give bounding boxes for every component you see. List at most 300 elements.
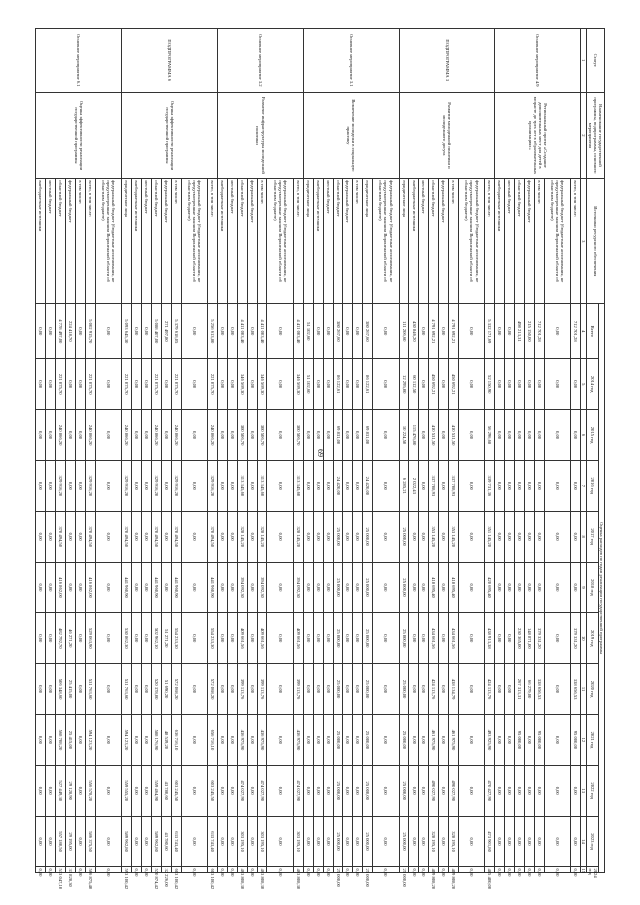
row-value: 0,00 [142, 613, 152, 664]
row-value: 0,00 [46, 410, 56, 461]
column-number-row [581, 29, 587, 873]
row-value: 0,00 [247, 613, 257, 664]
row-value: 0,00 [36, 613, 46, 664]
row-value: 0,00 [409, 765, 419, 816]
row-value: 593 100,42 [122, 867, 132, 873]
row-value: 0,00 [525, 765, 535, 816]
row-value: 0,00 [46, 613, 56, 664]
row-value: 0,00 [142, 765, 152, 816]
row-value: 303 195,10 [237, 816, 247, 867]
row-value: 0,00 [227, 765, 237, 816]
row-value: 221 075,70 [171, 359, 181, 410]
row-value: 25 000,00 [399, 816, 409, 867]
row-value: 69 831,00 [363, 410, 373, 461]
row-value: 603 245,50 [171, 765, 181, 816]
row-source: федеральный бюджет [439, 179, 449, 304]
row-value: 441 960,90 [122, 562, 132, 613]
row-value: 0,00 [46, 511, 56, 562]
row-value: 0,00 [439, 304, 449, 359]
row-value: 0,00 [353, 511, 363, 562]
row-value: 0,00 [439, 511, 449, 562]
row-value: 463 808,30 [293, 867, 303, 873]
row-value: 328 195,10 [429, 816, 439, 867]
row-value: 0,00 [353, 613, 363, 664]
row-value: 0,00 [343, 664, 353, 715]
row-value: 0,00 [505, 304, 515, 359]
row-value: 0,00 [323, 562, 333, 613]
row-value: 533 047,10 [56, 867, 66, 873]
row-value: 25 000,00 [333, 664, 343, 715]
row-value: 0,00 [46, 715, 56, 766]
row-value: 0,00 [247, 715, 257, 766]
row-value: 221 075,70 [122, 359, 132, 410]
row-value: 0,00 [142, 511, 152, 562]
row-value: 0,00 [132, 304, 142, 359]
row-value: 0,00 [95, 816, 122, 867]
row-value: 0,00 [267, 816, 294, 867]
row-value: 380 267,60 [363, 304, 373, 359]
row-value: 0,00 [419, 359, 429, 410]
row-value: 0,00 [343, 816, 353, 867]
row-value: 0,00 [419, 304, 429, 359]
row-value: 418 695,40 [449, 562, 459, 613]
row-value: 0,00 [439, 460, 449, 511]
row-value: 0,00 [409, 715, 419, 766]
row-value: 0,00 [36, 715, 46, 766]
row-value: 0,00 [505, 715, 515, 766]
row-value: 0,00 [181, 304, 208, 359]
row-value: 0,00 [66, 562, 76, 613]
row-value: 0,00 [571, 460, 581, 511]
row-value: 0,00 [525, 410, 535, 461]
row-value: 498 213,31 [515, 304, 525, 359]
row-value: 0,00 [458, 715, 485, 766]
row-value: 0,00 [181, 410, 208, 461]
row-value: 0,00 [544, 460, 571, 511]
row-value: 0,00 [161, 562, 171, 613]
row-value: 0,00 [218, 511, 228, 562]
row-value: 339 731,36 [485, 460, 495, 511]
row-source: местный бюджет [142, 179, 152, 304]
row-value: 4 778 497,00 [56, 304, 66, 359]
row-value: 0,00 [343, 715, 353, 766]
header-year: 2019 год [587, 613, 598, 664]
row-value: 0,00 [458, 304, 485, 359]
row-value: 95 000,00 [515, 715, 525, 766]
row-value: 0,00 [343, 304, 353, 359]
row-value: 0,00 [227, 664, 237, 715]
row-value: 25 000,00 [333, 715, 343, 766]
row-value: 0,00 [571, 410, 581, 461]
row-value: 52 150,90 [485, 359, 495, 410]
row-value: 0,00 [515, 511, 525, 562]
row-source: юридические лица [399, 179, 409, 304]
row-value: 556 578,20 [85, 765, 95, 816]
row-value: 370 494,50 [56, 511, 66, 562]
row-value: 329 916,20 [85, 460, 95, 511]
table-row [571, 29, 581, 873]
row-value: 0,00 [303, 562, 313, 613]
row-value: 712 701,28 [534, 304, 544, 359]
row-value: 0,00 [303, 410, 313, 461]
row-program-name: Вовлечение молодежи в социальную практику [303, 92, 399, 179]
row-value: 313 345,60 [237, 460, 247, 511]
row-value: 5 256 613,80 [208, 304, 218, 359]
row-value: 0,00 [373, 816, 400, 867]
row-value: 0,00 [505, 460, 515, 511]
row-value: 370 494,50 [171, 511, 181, 562]
row-value: 0,00 [495, 867, 505, 873]
row-value: 0,00 [95, 511, 122, 562]
row-value: 25 415,00 [66, 664, 76, 715]
row-value: 0,00 [66, 410, 76, 461]
row-value: 0,00 [534, 765, 544, 816]
row-value: 25 000,00 [333, 867, 343, 873]
row-value: 0,00 [313, 765, 323, 816]
row-value: 0,00 [495, 410, 505, 461]
row-value: 0,00 [161, 359, 171, 410]
row-value: 416 862,00 [56, 562, 66, 613]
row-value: 25 415,00 [66, 715, 76, 766]
funding-table [35, 28, 605, 890]
row-value: 0,00 [544, 562, 571, 613]
row-value: 0,00 [76, 304, 86, 359]
row-value: 461 975,90 [429, 715, 439, 766]
row-value: 0,00 [439, 613, 449, 664]
row-value: 0,00 [458, 359, 485, 410]
row-value: 0,00 [303, 816, 313, 867]
row-value: 554 233,30 [208, 613, 218, 664]
row-value: 473 901,80 [485, 816, 495, 867]
row-value: 633 743,40 [171, 816, 181, 867]
row-source: федеральный бюджет [247, 179, 257, 304]
row-value: 0,00 [76, 359, 86, 410]
row-value: 370 494,50 [85, 511, 95, 562]
header-year: 2023 год [587, 816, 598, 867]
row-value: 0,00 [46, 664, 56, 715]
row-source: федеральный бюджет (бюджетные ассигнования, не предусмотренные законом Воронежской области об областном бюджете) [267, 179, 294, 304]
row-source: внебюджетные источники [36, 179, 46, 304]
row-source: областной бюджет [56, 179, 66, 304]
row-value: 0,00 [36, 410, 46, 461]
header-year: 2020 год [587, 664, 598, 715]
row-value: 0,00 [161, 511, 171, 562]
row-value: 0,00 [534, 410, 544, 461]
row-value: 474 027,90 [293, 765, 303, 816]
row-value: 0,00 [571, 816, 581, 867]
row-value: 0,00 [313, 511, 323, 562]
row-value: 0,00 [458, 511, 485, 562]
row-value: 0,00 [36, 511, 46, 562]
row-value: 0,00 [373, 562, 400, 613]
row-value: 409 661,56 [237, 613, 247, 664]
column-number: 15 [581, 868, 587, 874]
row-value: 0,00 [373, 715, 400, 766]
row-value: 0,00 [267, 304, 294, 359]
row-value: 4 411 003,40 [237, 304, 247, 359]
row-value: 0,00 [525, 816, 535, 867]
row-value: 25 000,00 [363, 562, 373, 613]
row-value: 0,00 [458, 410, 485, 461]
row-value: 0,00 [439, 867, 449, 873]
row-value: 0,00 [66, 511, 76, 562]
row-value: 0,00 [95, 613, 122, 664]
row-value: 0,00 [373, 511, 400, 562]
row-value: 51 102,60 [303, 359, 313, 410]
row-value: 0,00 [495, 816, 505, 867]
row-value: 56 296,68 [485, 410, 495, 461]
row-value: 221 075,70 [151, 359, 161, 410]
row-value: 328 145,20 [237, 511, 247, 562]
row-source: всего, в том числе: [485, 179, 495, 304]
row-value: 0,00 [142, 664, 152, 715]
row-value: 51 271,20 [161, 613, 171, 664]
row-value: 6 285,21 [399, 460, 409, 511]
row-value: 559 555,20 [122, 765, 132, 816]
row-value: 4 411 003,40 [293, 304, 303, 359]
row-status: ПОДПРОГРАММА 3 [399, 29, 495, 93]
row-source: федеральный бюджет [66, 179, 76, 304]
row-value: 0,00 [247, 664, 257, 715]
row-value: 25 000,00 [363, 867, 373, 873]
row-value: 0,00 [353, 816, 363, 867]
row-value: 0,00 [181, 359, 208, 410]
row-value: 25 000,00 [399, 664, 409, 715]
row-value: 656 716,10 [208, 715, 218, 766]
row-value: 25 000,00 [363, 816, 373, 867]
row-value: 24 420,00 [333, 460, 343, 511]
row-source: местный бюджет [419, 179, 429, 304]
row-value: 0,00 [419, 562, 429, 613]
row-value: 0,00 [95, 359, 122, 410]
row-value: 0,00 [181, 511, 208, 562]
row-value: 0,00 [373, 359, 400, 410]
row-value: 0,00 [373, 460, 400, 511]
row-value: 0,00 [534, 511, 544, 562]
row-value: 0,00 [132, 867, 142, 873]
row-value: 0,00 [525, 359, 535, 410]
row-value: 4 791 692,21 [429, 304, 439, 359]
row-value: 0,00 [353, 664, 363, 715]
row-value: 95 000,00 [534, 715, 544, 766]
row-value: 69 831,00 [333, 410, 343, 461]
row-value: 5 093 645,30 [122, 304, 132, 359]
row-value: 636 716,10 [171, 715, 181, 766]
row-value: 329 916,20 [56, 460, 66, 511]
row-value: 338 656,53 [534, 664, 544, 715]
row-source: внебюджетные источники [409, 179, 419, 304]
row-value: 0,00 [458, 765, 485, 816]
row-value: 0,00 [571, 765, 581, 816]
row-value: 328 145,20 [257, 511, 267, 562]
column-number: 4 [581, 304, 587, 359]
row-value: 0,00 [439, 359, 449, 410]
row-value: 0,00 [458, 460, 485, 511]
row-value: 0,00 [353, 410, 363, 461]
row-value: 0,00 [227, 562, 237, 613]
row-value: 530 862,30 [122, 613, 132, 664]
row-value: 0,00 [323, 460, 333, 511]
row-value: 434 661,56 [449, 613, 459, 664]
row-value: 48 539,20 [161, 715, 171, 766]
row-value: 0,00 [458, 613, 485, 664]
row-value: 0,00 [303, 765, 313, 816]
row-value: 0,00 [373, 765, 400, 816]
row-value: 0,00 [313, 410, 323, 461]
row-value: 25 000,00 [363, 765, 373, 816]
row-value: 0,00 [343, 410, 353, 461]
header-year: 2017 год [587, 511, 598, 562]
row-value: 0,00 [515, 765, 525, 816]
row-value: 0,00 [142, 715, 152, 766]
row-value: 0,00 [142, 867, 152, 873]
row-value: 0,00 [515, 562, 525, 613]
row-value: 329 916,20 [208, 460, 218, 511]
row-value: 603 100,42 [171, 867, 181, 873]
row-value: 0,00 [267, 715, 294, 766]
column-number: 12 [581, 715, 587, 766]
row-value: 0,00 [313, 816, 323, 867]
row-value: 420 695,40 [485, 562, 495, 613]
row-value: 441 960,90 [208, 562, 218, 613]
row-value: 394 092,30 [237, 562, 247, 613]
row-value: 0,00 [218, 359, 228, 410]
row-value: 0,00 [46, 460, 56, 511]
row-value: 0,00 [544, 715, 571, 766]
row-value: 0,00 [495, 613, 505, 664]
row-value: 0,00 [409, 613, 419, 664]
row-value: 0,00 [525, 562, 535, 613]
row-value: 570 874,42 [151, 867, 161, 873]
row-value: 0,00 [313, 359, 323, 410]
row-value: 0,00 [353, 562, 363, 613]
row-value: 485 400,00 [485, 867, 495, 873]
row-value: 430 846,20 [409, 304, 419, 359]
row-value: 0,00 [46, 765, 56, 816]
table-header [581, 29, 605, 878]
row-value: 0,00 [132, 410, 142, 461]
row-value: 29 195,00 [66, 816, 76, 867]
row-value: 240 866,20 [56, 410, 66, 461]
row-value: 0,00 [36, 816, 46, 867]
row-value: 0,00 [343, 613, 353, 664]
row-value: 0,00 [534, 460, 544, 511]
header-name: Наименование государственной программы, подпрограммы, основного мероприятия [587, 92, 605, 179]
row-value: 529 063,90 [85, 613, 95, 664]
row-value: 0,00 [458, 867, 485, 873]
row-value: 12 295,00 [399, 359, 409, 410]
row-value: 0,00 [218, 765, 228, 816]
row-value: 86 122,61 [333, 359, 343, 410]
row-value: 51 690,20 [161, 664, 171, 715]
table-row [293, 29, 303, 873]
row-value: 0,00 [544, 511, 571, 562]
row-value: 0,00 [36, 460, 46, 511]
row-source: федеральный бюджет (бюджетные ассигнования, не предусмотренные законом Воронежской области об областном бюджете) [458, 179, 485, 304]
row-value: 0,00 [36, 562, 46, 613]
row-value: 557 180,50 [56, 816, 66, 867]
row-source: федеральный бюджет (бюджетные ассигнования, не предусмотренные законом Воронежской области об областном бюджете) [181, 179, 208, 304]
row-value: 0,00 [419, 715, 429, 766]
row-value: 0,00 [353, 867, 363, 873]
table-row [95, 29, 122, 873]
row-value: 0,00 [495, 460, 505, 511]
row-value: 586 375,50 [85, 816, 95, 867]
row-value: 0,00 [181, 816, 208, 867]
header-year: 2018 год [587, 562, 598, 613]
row-value: 0,00 [95, 460, 122, 511]
row-value: 29 128,90 [66, 765, 76, 816]
column-number: 9 [581, 562, 587, 613]
row-value: 2 022,43 [409, 460, 419, 511]
row-source: в том числе: [257, 179, 267, 304]
row-value: 0,00 [95, 664, 122, 715]
row-value: 10 224,50 [399, 410, 409, 461]
row-value: 353 145,20 [429, 511, 439, 562]
row-value: 25 000,00 [363, 715, 373, 766]
row-value: 240 866,20 [171, 410, 181, 461]
row-value: 271 497,80 [161, 304, 171, 359]
row-value: 25 000,00 [363, 511, 373, 562]
row-value: 0,00 [132, 664, 142, 715]
row-value: 0,00 [181, 765, 208, 816]
row-value: 0,00 [267, 359, 294, 410]
row-source: местный бюджет [505, 179, 515, 304]
row-value: 438 134,79 [449, 664, 459, 715]
row-value: 594 123,20 [85, 715, 95, 766]
row-value: 0,00 [323, 359, 333, 410]
row-value: 379 331,20 [534, 613, 544, 664]
row-value: 0,00 [323, 664, 333, 715]
row-source: федеральный бюджет [343, 179, 353, 304]
row-value: 111 206,60 [399, 304, 409, 359]
row-value: 409 808,20 [429, 867, 439, 873]
row-value: 0,00 [95, 304, 122, 359]
table-row [373, 29, 400, 873]
row-value: 25 000,00 [363, 664, 373, 715]
row-source: внебюджетные источники [218, 179, 228, 304]
row-value: 568 708,20 [56, 715, 66, 766]
row-value: 370 494,50 [151, 511, 161, 562]
table-body [36, 29, 581, 890]
row-value: 0,00 [505, 613, 515, 664]
row-source: в том числе: [76, 179, 86, 304]
row-value: 418 695,40 [429, 562, 439, 613]
row-value: 0,00 [343, 765, 353, 816]
row-value: 0,00 [218, 664, 228, 715]
row-value: 0,00 [495, 664, 505, 715]
row-value: 0,00 [76, 460, 86, 511]
row-source: федеральный бюджет (бюджетные ассигнования, не предусмотренные законом Воронежской области об областном бюджете) [95, 179, 122, 304]
row-value: 0,00 [227, 511, 237, 562]
row-value: 25 000,00 [399, 562, 409, 613]
row-value: 0,00 [323, 765, 333, 816]
row-value: 0,00 [247, 359, 257, 410]
row-value: 0,00 [439, 816, 449, 867]
page-number: 69 [316, 449, 325, 457]
row-value: 0,00 [419, 867, 429, 873]
row-program-name: Оценка эффективности реализации государственной программы [36, 92, 122, 179]
rotated-table-content [35, 28, 605, 890]
row-value: 0,00 [227, 867, 237, 873]
row-value: 303 195,10 [293, 816, 303, 867]
column-number: 13 [581, 765, 587, 816]
column-number: 3 [581, 179, 587, 304]
row-value: 0,00 [439, 664, 449, 715]
header-group: Оценка расходов по годам реализации государственной программы [598, 304, 604, 873]
row-value: 0,00 [132, 715, 142, 766]
table-row [208, 29, 218, 873]
